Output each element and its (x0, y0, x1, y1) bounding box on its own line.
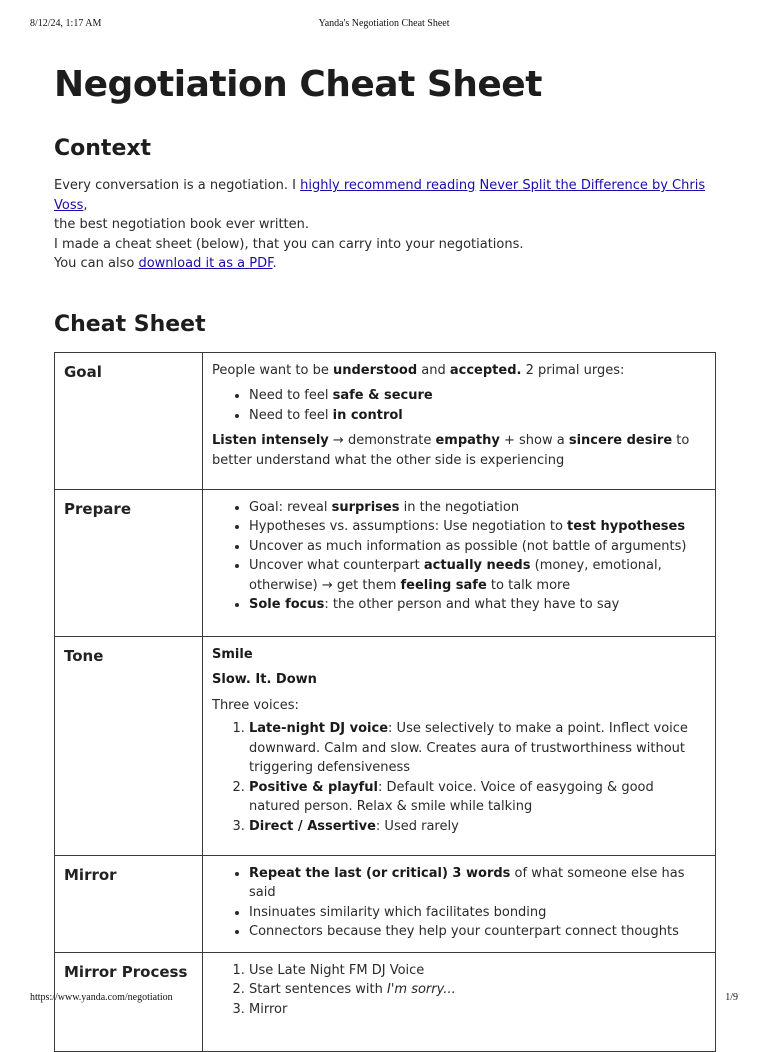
print-header (30, 18, 738, 32)
row-label: Prepare (55, 489, 203, 636)
mirror-process-list (212, 961, 707, 1020)
print-page-title: Yanda's Negotiation Cheat Sheet (318, 18, 450, 29)
row-label: Mirror Process (55, 952, 203, 1051)
context-text: You can also (54, 256, 139, 271)
context-text: , (83, 197, 88, 213)
tone-voices-list (212, 719, 707, 836)
recommend-link[interactable]: highly recommend reading (300, 178, 476, 193)
pdf-download-link[interactable]: download it as a PDF (138, 256, 273, 271)
tone-slow: Slow. It. Down (212, 672, 317, 687)
goal-intro: People want to be understood and accepted. 2 primal urges: (212, 362, 625, 378)
context-paragraph (54, 176, 716, 274)
row-label: Tone (55, 636, 203, 855)
row-content (203, 636, 716, 855)
cheat-sheet-heading: Cheat Sheet (54, 311, 206, 337)
table-row-goal (55, 352, 716, 489)
tone-voices-intro: Three voices: (212, 697, 299, 713)
list-item: • Repeat the last (or critical) 3 words of what someone else has said (249, 864, 707, 903)
print-footer (30, 992, 738, 1006)
context-text: . (272, 256, 277, 271)
list-item: • Uncover what counterpart actually needs (money, emotional, otherwise) → get them feeling safe to talk more (249, 556, 707, 595)
table-row-mirror (55, 855, 716, 952)
list-item: 2. Positive & playful: Default voice. Voice of easygoing & good natured person. Relax & smile while talking (249, 778, 707, 817)
page-number: 1/9 (725, 992, 738, 1003)
book-link[interactable]: Never Split the Difference by Chris Voss (54, 178, 706, 213)
row-content (203, 489, 716, 636)
list-item: • Sole focus: the other person and what they have to say (249, 595, 707, 615)
table-row-prepare (55, 489, 716, 636)
list-item: 1. Use Late Night FM DJ Voice (249, 961, 707, 981)
row-label: Mirror (55, 855, 203, 952)
context-text: the best negotiation book ever written. (54, 217, 310, 232)
list-item: • Uncover as much information as possible (not battle of arguments) (249, 537, 707, 557)
list-item: • Hypotheses vs. assumptions: Use negotiation to test hypotheses (249, 517, 707, 537)
page-title: Negotiation Cheat Sheet (54, 64, 542, 105)
list-item: • Insinuates similarity which facilitates bonding (249, 903, 707, 923)
print-datetime: 8/12/24, 1:17 AM (30, 18, 102, 29)
goal-list (212, 386, 707, 425)
list-item: • Connectors because they help your counterpart connect thoughts (249, 922, 707, 942)
list-item: 1. Late-night DJ voice: Use selectively to make a point. Inflect voice downward. Calm and slow. Creates aura of trustworthiness without triggering defensiveness (249, 719, 707, 778)
context-text: Every conversation is a negotiation. I (54, 178, 301, 193)
table-row-tone (55, 636, 716, 855)
list-item: • Goal: reveal surprises in the negotiation (249, 498, 707, 518)
context-text: I made a cheat sheet (below), that you can carry into your negotiations. (54, 236, 524, 252)
row-label: Goal (55, 352, 203, 489)
list-item: • Need to feel in control (249, 406, 707, 426)
document-content (54, 60, 716, 1052)
tone-smile: Smile (212, 646, 253, 662)
list-item: • Need to feel safe & secure (249, 386, 707, 406)
prepare-list (212, 498, 707, 615)
context-heading: Context (54, 136, 152, 161)
row-content (203, 352, 716, 489)
print-url: https://www.yanda.com/negotiation (30, 992, 173, 1003)
mirror-list (212, 864, 707, 942)
row-content (203, 855, 716, 952)
goal-summary: Listen intensely → demonstrate empathy + show a sincere desire to better understand what the other side is experiencing (212, 433, 690, 468)
cheat-sheet-table (54, 352, 716, 1052)
list-item: 3. Direct / Assertive: Used rarely (249, 817, 707, 837)
list-item: 3. Mirror (249, 1000, 707, 1020)
list-item: 2. Start sentences with I'm sorry... (249, 980, 707, 1000)
